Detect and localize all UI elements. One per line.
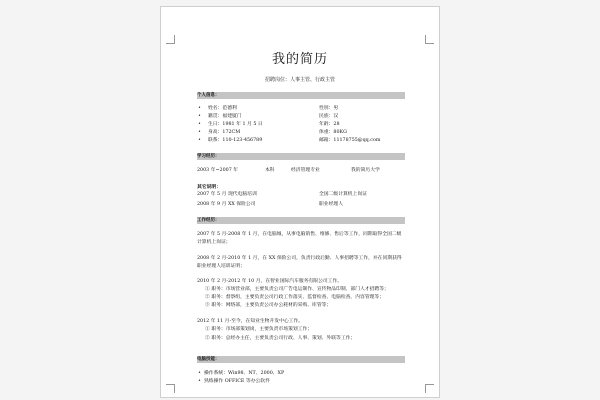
education-school: 我的简历大学 bbox=[351, 168, 380, 173]
work-duty: ② 职务：总经办主任，主要负责公司行政、人事、策划、外联等工作； bbox=[205, 336, 356, 341]
other-item: 全国二级计算机上岗证 bbox=[319, 192, 367, 197]
personal-age: 年龄：28 bbox=[319, 122, 340, 127]
section-header-skills: 电脑技能： bbox=[197, 356, 405, 363]
bullet: • bbox=[198, 121, 201, 127]
other-item: 2007 年 5 月 现代电脑培训 bbox=[197, 192, 257, 197]
skill-item: 熟练操作 OFFICE 等办公软件 bbox=[204, 379, 270, 384]
work-line: 职业经理人培训证明； bbox=[197, 264, 245, 269]
bullet: • bbox=[198, 137, 201, 143]
work-line: 2007 年 5 月-2008 年 1 月，在电脑城，从事电脑销售、维修、售后等工作，同期取得全国二级 bbox=[197, 232, 402, 237]
personal-hometown: 籍贯：福建厦门 bbox=[208, 114, 242, 119]
section-header-personal: 个人信息： bbox=[197, 92, 405, 99]
resume-page bbox=[160, 6, 440, 398]
personal-birthday: 生日：1981 年 1 月 5 日 bbox=[208, 122, 263, 127]
work-duty: ② 职务：督察组，主要负责公司行政工作落实、监督检查、电脑检查、内容管理等； bbox=[205, 295, 385, 300]
personal-weight: 体重：80KG bbox=[319, 130, 347, 135]
crop-mark bbox=[425, 384, 434, 393]
crop-mark bbox=[166, 35, 175, 44]
personal-height: 身高：172CM bbox=[208, 130, 241, 135]
other-item: 2008 年 9 月 XX 保险公司 bbox=[197, 202, 256, 207]
bullet: • bbox=[198, 113, 201, 119]
section-header-education: 学习经历： bbox=[197, 153, 405, 160]
bullet: • bbox=[198, 378, 201, 384]
job-target: 招聘岗位：人事主管、行政主管 bbox=[264, 77, 335, 83]
bullet: • bbox=[198, 129, 201, 135]
work-line: 2012 年 11 月-至今，在知业生物开发中心工作。 bbox=[197, 319, 304, 324]
education-major: 经济管理专业 bbox=[291, 168, 320, 173]
bullet: • bbox=[198, 370, 201, 376]
other-item: 职业经理人 bbox=[319, 202, 343, 207]
crop-mark bbox=[425, 35, 434, 44]
section-header-other: 其它说明： bbox=[197, 184, 221, 190]
crop-mark bbox=[166, 384, 175, 393]
work-line: 计算机上岗证； bbox=[197, 240, 231, 245]
work-line: 2010 年 2 月-2012 年 10 月，在智业国际汽车服务有限公司工作。 bbox=[197, 279, 343, 284]
personal-ethnicity: 民族：汉 bbox=[319, 114, 339, 119]
bullet: • bbox=[198, 105, 201, 111]
work-line: 2008 年 2 月-2010 年 1 月，在 XX 保险公司，负责行政后勤、人事招聘等工作，并在同期获得 bbox=[197, 256, 402, 261]
education-degree: 本科 bbox=[265, 168, 275, 173]
personal-email[interactable]: 邮箱：11178755@qq.com bbox=[319, 138, 381, 143]
work-duty: ① 职务：市场营业部，主要负责公司广告电运制作、宣传物品印制、部门人才招聘等； bbox=[205, 287, 389, 292]
resume-title: 我的简历 bbox=[271, 52, 328, 67]
personal-gender: 性别：男 bbox=[319, 106, 339, 111]
work-duty: ③ 职务：网络部，主要负责公司办公耗材的采购、库管等； bbox=[205, 303, 332, 308]
skill-item: 操作系统：Win98、NT、2000、XP bbox=[204, 371, 285, 376]
personal-name: 姓名：范德利 bbox=[208, 106, 237, 111]
section-header-work: 工作经历： bbox=[197, 217, 405, 224]
personal-phone: 联系：110-123-456789 bbox=[208, 138, 263, 143]
education-period: 2003 年~2007 年 bbox=[197, 168, 239, 173]
work-duty: ① 职务：市场部策划岗，主要负责市场策划工作； bbox=[205, 327, 313, 332]
